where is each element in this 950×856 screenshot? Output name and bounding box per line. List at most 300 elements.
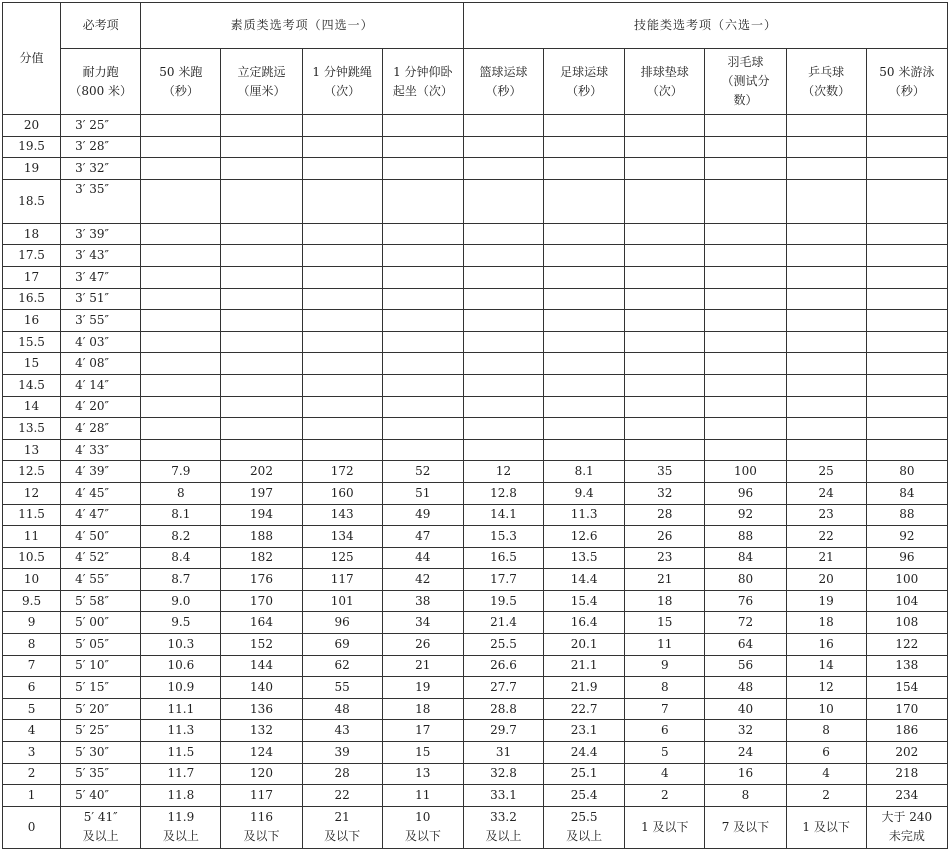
score-cell: 2 [3,763,61,785]
value-cell [625,396,705,418]
value-cell [221,374,302,396]
column-header: 耐力跑 （800 米） [61,49,141,115]
value-cell: 8.1 [544,461,625,483]
endurance-run-cell: 3′ 32″ [61,158,141,180]
value-cell: 16 [786,634,866,656]
table-row [3,720,948,742]
value-cell [705,115,786,137]
value-cell: 92 [705,504,786,526]
value-cell: 21 及以下 [302,806,382,848]
value-cell [463,245,543,267]
value-cell: 35 [625,461,705,483]
value-cell: 51 [382,482,463,504]
value-cell: 19 [382,677,463,699]
value-cell: 18 [625,590,705,612]
value-cell: 9.0 [141,590,221,612]
score-cell: 12.5 [3,461,61,483]
value-cell: 5 [625,742,705,764]
value-cell [463,396,543,418]
value-cell: 15.4 [544,590,625,612]
table-row [3,698,948,720]
endurance-run-cell: 5′ 41″ 及以上 [61,806,141,848]
value-cell: 176 [221,569,302,591]
value-cell: 64 [705,634,786,656]
value-cell: 160 [302,482,382,504]
value-cell: 7 及以下 [705,806,786,848]
value-cell: 125 [302,547,382,569]
value-cell: 84 [866,482,947,504]
endurance-run-cell: 4′ 45″ [61,482,141,504]
value-cell: 15 [625,612,705,634]
value-cell [221,223,302,245]
score-cell: 9.5 [3,590,61,612]
value-cell: 17.7 [463,569,543,591]
value-cell [302,288,382,310]
value-cell: 15.3 [463,526,543,548]
value-cell [302,396,382,418]
value-cell [382,266,463,288]
value-cell: 140 [221,677,302,699]
value-cell: 14.1 [463,504,543,526]
value-cell: 143 [302,504,382,526]
table-body [3,115,948,849]
value-cell [463,439,543,461]
value-cell: 134 [302,526,382,548]
value-cell [463,288,543,310]
score-cell: 11.5 [3,504,61,526]
value-cell [786,418,866,440]
value-cell: 10.9 [141,677,221,699]
value-cell: 28 [625,504,705,526]
value-cell: 23.1 [544,720,625,742]
value-cell: 80 [705,569,786,591]
table-row [3,504,948,526]
value-cell [866,115,947,137]
value-cell: 8 [705,785,786,807]
value-cell [141,179,221,223]
value-cell [544,288,625,310]
value-cell [221,158,302,180]
value-cell [625,266,705,288]
value-cell [544,374,625,396]
value-cell: 72 [705,612,786,634]
quality-group-header: 素质类选考项（四选一） [141,3,464,49]
value-cell [866,331,947,353]
value-cell [463,115,543,137]
value-cell [866,288,947,310]
value-cell: 9.4 [544,482,625,504]
value-cell: 4 [625,763,705,785]
value-cell [221,331,302,353]
table-row [3,396,948,418]
value-cell [544,439,625,461]
value-cell: 48 [302,698,382,720]
value-cell: 96 [302,612,382,634]
value-cell [141,115,221,137]
value-cell: 19.5 [463,590,543,612]
table-row [3,266,948,288]
value-cell: 31 [463,742,543,764]
value-cell [705,353,786,375]
value-cell: 96 [866,547,947,569]
score-cell: 10 [3,569,61,591]
value-cell [221,266,302,288]
value-cell [463,223,543,245]
value-cell: 21 [625,569,705,591]
value-cell: 12.6 [544,526,625,548]
value-cell: 17 [382,720,463,742]
value-cell: 120 [221,763,302,785]
column-header: 乒乓球 （次数） [786,49,866,115]
value-cell: 234 [866,785,947,807]
value-cell: 182 [221,547,302,569]
value-cell: 56 [705,655,786,677]
value-cell: 11.3 [141,720,221,742]
value-cell: 202 [221,461,302,483]
value-cell: 11.9 及以上 [141,806,221,848]
score-cell: 9 [3,612,61,634]
value-cell [625,374,705,396]
value-cell [866,245,947,267]
endurance-run-cell: 5′ 00″ [61,612,141,634]
value-cell [221,288,302,310]
score-cell: 8 [3,634,61,656]
table-row [3,763,948,785]
value-cell [302,353,382,375]
value-cell [544,158,625,180]
value-cell: 33.2 及以上 [463,806,543,848]
value-cell: 32 [625,482,705,504]
value-cell: 132 [221,720,302,742]
value-cell [302,331,382,353]
table-row [3,115,948,137]
column-header: 1 分钟跳绳 （次） [302,49,382,115]
table-row [3,742,948,764]
value-cell: 48 [705,677,786,699]
value-cell: 96 [705,482,786,504]
value-cell [786,115,866,137]
table-row [3,158,948,180]
endurance-run-cell: 5′ 15″ [61,677,141,699]
endurance-run-cell: 4′ 33″ [61,439,141,461]
endurance-run-cell: 4′ 47″ [61,504,141,526]
value-cell [866,353,947,375]
value-cell: 116 及以下 [221,806,302,848]
value-cell [786,310,866,332]
value-cell [382,353,463,375]
value-cell: 92 [866,526,947,548]
column-header: 篮球运球 （秒） [463,49,543,115]
value-cell [866,223,947,245]
value-cell [625,418,705,440]
value-cell: 26 [382,634,463,656]
score-cell: 11 [3,526,61,548]
value-cell: 8 [786,720,866,742]
table-row [3,634,948,656]
score-cell: 15.5 [3,331,61,353]
table-row [3,288,948,310]
value-cell [625,288,705,310]
value-cell: 194 [221,504,302,526]
value-cell [463,136,543,158]
value-cell [382,310,463,332]
table-row [3,461,948,483]
value-cell: 29.7 [463,720,543,742]
value-cell: 164 [221,612,302,634]
value-cell [141,136,221,158]
score-cell: 18.5 [3,179,61,223]
value-cell [544,245,625,267]
value-cell: 136 [221,698,302,720]
value-cell [544,223,625,245]
value-cell [625,310,705,332]
value-cell: 10.6 [141,655,221,677]
value-cell: 10.3 [141,634,221,656]
value-cell [302,310,382,332]
value-cell [544,418,625,440]
skill-group-header: 技能类选考项（六选一） [463,3,947,49]
column-header: 50 米游泳 （秒） [866,49,947,115]
score-cell: 12 [3,482,61,504]
table-row [3,439,948,461]
value-cell [382,288,463,310]
value-cell: 42 [382,569,463,591]
value-cell [221,115,302,137]
value-cell [866,136,947,158]
value-cell [463,353,543,375]
column-header: 羽毛球 （测试分 数） [705,49,786,115]
value-cell [866,310,947,332]
value-cell: 22 [786,526,866,548]
value-cell: 28 [302,763,382,785]
value-cell [786,179,866,223]
score-cell: 16 [3,310,61,332]
value-cell [382,418,463,440]
value-cell [302,179,382,223]
value-cell [382,158,463,180]
value-cell [705,136,786,158]
value-cell [141,418,221,440]
value-cell: 14 [786,655,866,677]
value-cell: 23 [786,504,866,526]
endurance-run-cell: 5′ 58″ [61,590,141,612]
value-cell [302,374,382,396]
score-cell: 14 [3,396,61,418]
value-cell: 8.1 [141,504,221,526]
endurance-run-cell: 3′ 43″ [61,245,141,267]
value-cell: 20 [786,569,866,591]
value-cell [705,223,786,245]
score-cell: 13.5 [3,418,61,440]
value-cell [705,310,786,332]
value-cell [141,245,221,267]
value-cell: 88 [705,526,786,548]
value-cell: 21.9 [544,677,625,699]
value-cell [544,115,625,137]
value-cell: 12 [463,461,543,483]
value-cell [302,115,382,137]
table-row [3,806,948,848]
value-cell [382,136,463,158]
value-cell [221,353,302,375]
scoring-table [2,2,948,849]
value-cell: 13.5 [544,547,625,569]
value-cell: 13 [382,763,463,785]
value-cell [221,396,302,418]
value-cell [463,158,543,180]
endurance-run-cell: 5′ 05″ [61,634,141,656]
value-cell [625,223,705,245]
value-cell: 15 [382,742,463,764]
value-cell: 14.4 [544,569,625,591]
value-cell [382,396,463,418]
value-cell: 28.8 [463,698,543,720]
value-cell: 25.5 [463,634,543,656]
value-cell: 6 [625,720,705,742]
value-cell: 8.2 [141,526,221,548]
table-row [3,223,948,245]
table-row [3,310,948,332]
value-cell [786,439,866,461]
value-cell: 117 [302,569,382,591]
value-cell: 9.5 [141,612,221,634]
endurance-run-cell: 4′ 03″ [61,331,141,353]
value-cell [866,396,947,418]
value-cell: 8.7 [141,569,221,591]
value-cell: 11.7 [141,763,221,785]
value-cell [221,439,302,461]
value-cell [302,418,382,440]
value-cell: 11.1 [141,698,221,720]
value-cell: 218 [866,763,947,785]
value-cell [625,179,705,223]
column-header: 排球垫球 （次） [625,49,705,115]
table-row [3,179,948,223]
endurance-run-cell: 3′ 35″ [61,179,141,223]
value-cell [705,418,786,440]
score-cell: 19.5 [3,136,61,158]
value-cell: 108 [866,612,947,634]
value-cell [463,374,543,396]
score-cell: 15 [3,353,61,375]
value-cell [302,245,382,267]
value-cell: 138 [866,655,947,677]
column-header: 1 分钟仰卧 起坐（次） [382,49,463,115]
score-cell: 7 [3,655,61,677]
value-cell [544,396,625,418]
value-cell [625,136,705,158]
endurance-run-cell: 4′ 08″ [61,353,141,375]
endurance-run-cell: 4′ 52″ [61,547,141,569]
value-cell: 16 [705,763,786,785]
value-cell [141,374,221,396]
value-cell [786,266,866,288]
column-header-row [3,49,948,115]
endurance-run-cell: 4′ 28″ [61,418,141,440]
value-cell [625,439,705,461]
value-cell [382,374,463,396]
endurance-run-cell: 5′ 30″ [61,742,141,764]
value-cell [463,418,543,440]
value-cell: 170 [866,698,947,720]
value-cell [141,223,221,245]
value-cell [302,266,382,288]
score-cell: 16.5 [3,288,61,310]
endurance-run-cell: 5′ 10″ [61,655,141,677]
value-cell: 152 [221,634,302,656]
endurance-run-cell: 3′ 25″ [61,115,141,137]
value-cell: 10 [786,698,866,720]
required-group-header: 必考项 [61,3,141,49]
value-cell [786,223,866,245]
value-cell [463,331,543,353]
value-cell [141,331,221,353]
value-cell: 21.4 [463,612,543,634]
table-row [3,245,948,267]
value-cell: 18 [382,698,463,720]
value-cell: 104 [866,590,947,612]
value-cell: 32 [705,720,786,742]
value-cell: 25.1 [544,763,625,785]
value-cell: 24 [705,742,786,764]
value-cell: 11.3 [544,504,625,526]
value-cell: 124 [221,742,302,764]
value-cell: 40 [705,698,786,720]
value-cell: 44 [382,547,463,569]
value-cell [786,396,866,418]
value-cell: 7.9 [141,461,221,483]
value-cell [463,310,543,332]
value-cell: 38 [382,590,463,612]
score-cell: 14.5 [3,374,61,396]
value-cell: 62 [302,655,382,677]
endurance-run-cell: 5′ 40″ [61,785,141,807]
value-cell: 32.8 [463,763,543,785]
value-cell: 197 [221,482,302,504]
value-cell: 24 [786,482,866,504]
endurance-run-cell: 5′ 35″ [61,763,141,785]
value-cell [382,331,463,353]
table-row [3,547,948,569]
value-cell: 20.1 [544,634,625,656]
value-cell [786,288,866,310]
value-cell [705,331,786,353]
value-cell: 49 [382,504,463,526]
score-cell: 19 [3,158,61,180]
value-cell: 22 [302,785,382,807]
value-cell [221,179,302,223]
table-row [3,612,948,634]
value-cell [141,353,221,375]
value-cell: 154 [866,677,947,699]
value-cell: 33.1 [463,785,543,807]
value-cell: 101 [302,590,382,612]
value-cell: 25.4 [544,785,625,807]
value-cell [302,158,382,180]
value-cell [221,245,302,267]
value-cell [866,179,947,223]
value-cell [544,331,625,353]
value-cell: 6 [786,742,866,764]
endurance-run-cell: 3′ 55″ [61,310,141,332]
value-cell: 21.1 [544,655,625,677]
value-cell: 43 [302,720,382,742]
endurance-run-cell: 4′ 55″ [61,569,141,591]
table-row [3,785,948,807]
score-cell: 3 [3,742,61,764]
score-cell: 17 [3,266,61,288]
value-cell: 202 [866,742,947,764]
